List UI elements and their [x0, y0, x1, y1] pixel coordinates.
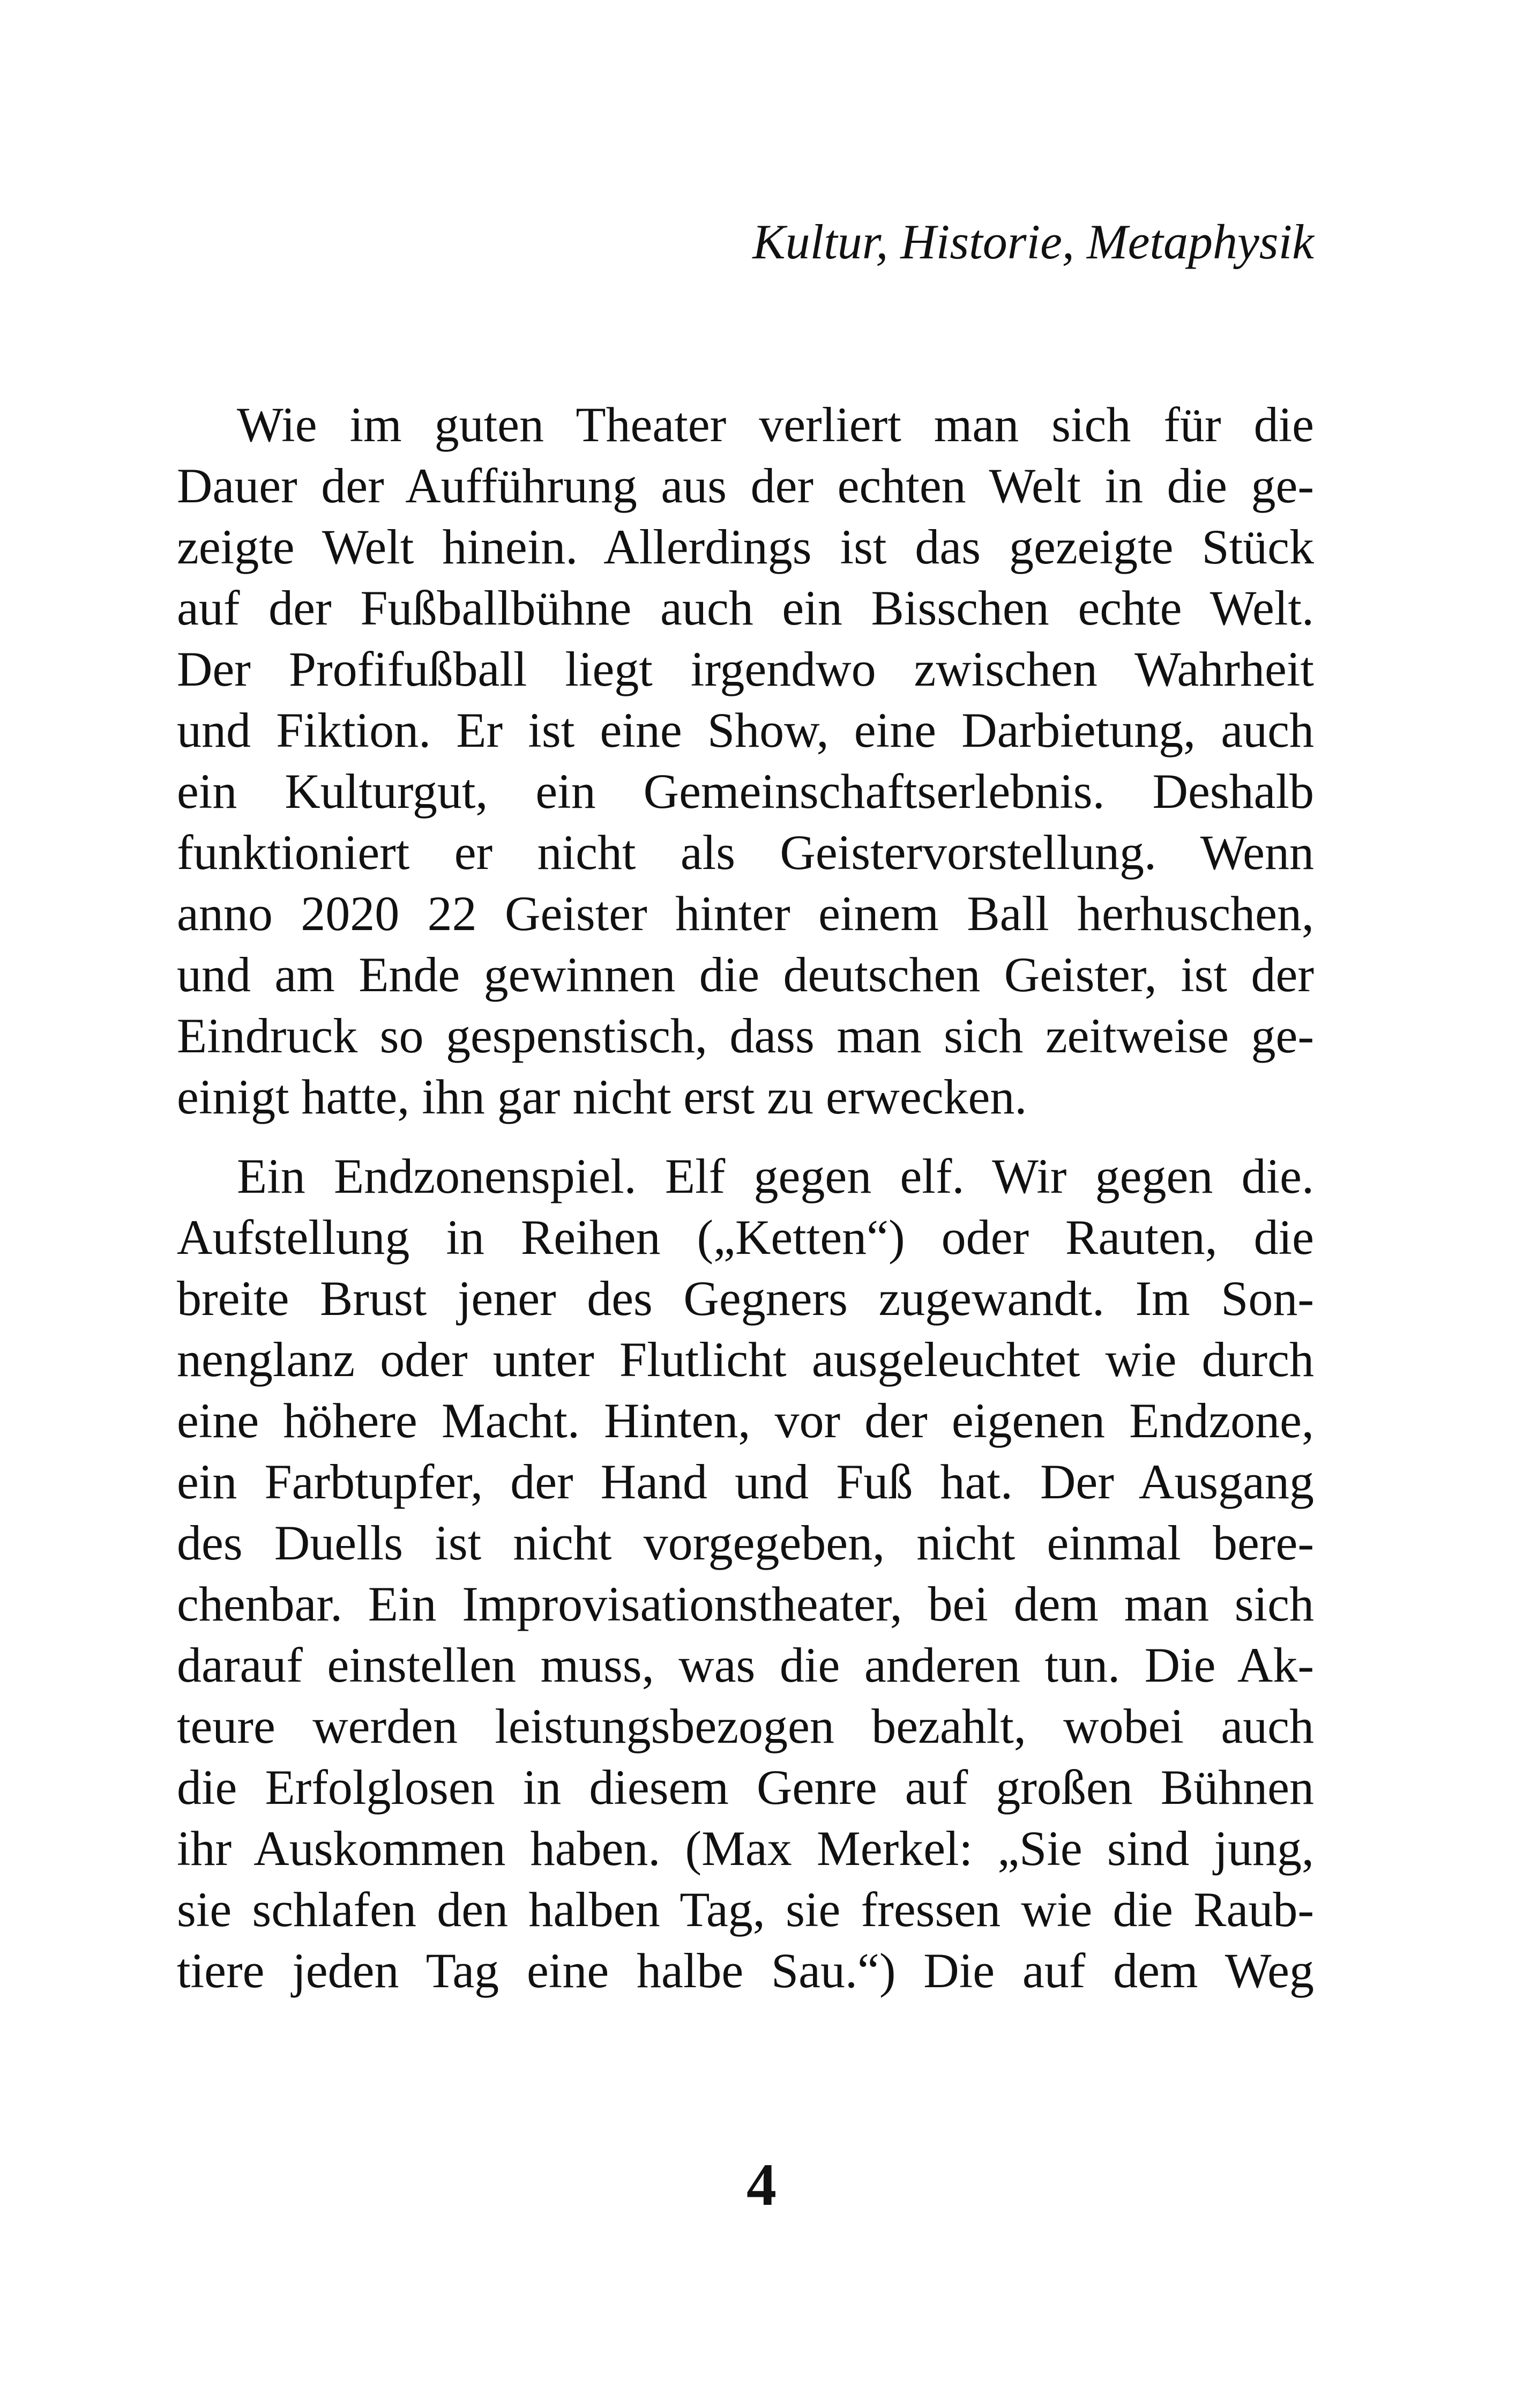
- text-line: einigt hatte, ihn gar nicht erst zu erwecken.: [177, 1069, 1027, 1124]
- text-line: die Erfolglosen in diesem Genre auf großen Bühnen: [177, 1760, 1314, 1815]
- text-line: ein Farbtupfer, der Hand und Fuß hat. Der Ausgang: [177, 1454, 1314, 1509]
- text-line: Ein Endzonenspiel. Elf gegen elf. Wir gegen die.: [237, 1149, 1314, 1203]
- text-line: sie schlafen den halben Tag, sie fressen wie die Raub-: [177, 1882, 1314, 1937]
- text-line: Dauer der Aufführung aus der echten Welt in die ge-: [177, 458, 1314, 513]
- text-line: chenbar. Ein Improvisationstheater, bei dem man sich: [177, 1577, 1314, 1631]
- paragraph-1: [177, 394, 1314, 1127]
- text-line: darauf einstellen muss, was die anderen tun. Die Ak-: [177, 1638, 1314, 1692]
- page-number: 4: [746, 2152, 777, 2218]
- text-line: teure werden leistungsbezogen bezahlt, wobei auch: [177, 1699, 1314, 1753]
- text-line: auf der Fußballbühne auch ein Bisschen echte Welt.: [177, 581, 1314, 635]
- text-line: zeigte Welt hinein. Allerdings ist das gezeigte Stück: [177, 519, 1314, 574]
- body-text: [177, 394, 1314, 2001]
- text-line: ihr Auskommen haben. (Max Merkel: „Sie sind jung,: [177, 1821, 1314, 1876]
- text-line: eine höhere Macht. Hinten, vor der eigenen Endzone,: [177, 1393, 1314, 1448]
- text-line: Eindruck so gespenstisch, dass man sich zeitweise ge-: [177, 1008, 1314, 1063]
- text-line: Der Profifußball liegt irgendwo zwischen Wahrheit: [177, 642, 1314, 696]
- text-line: des Duells ist nicht vorgegeben, nicht einmal bere-: [177, 1515, 1314, 1570]
- text-line: anno 2020 22 Geister hinter einem Ball herhuschen,: [177, 886, 1314, 941]
- text-line: und Fiktion. Er ist eine Show, eine Darbietung, auch: [177, 703, 1314, 757]
- text-line: ein Kulturgut, ein Gemeinschaftserlebnis. Deshalb: [177, 764, 1314, 819]
- paragraph-2: [177, 1146, 1314, 2001]
- text-line: Wie im guten Theater verliert man sich für die: [237, 397, 1314, 452]
- text-line: Aufstellung in Reihen („Ketten“) oder Rauten, die: [177, 1210, 1314, 1265]
- text-line: und am Ende gewinnen die deutschen Geister, ist der: [177, 947, 1314, 1002]
- text-line: tiere jeden Tag eine halbe Sau.“) Die auf dem Weg: [177, 1943, 1314, 1998]
- text-line: funktioniert er nicht als Geistervorstellung. Wenn: [177, 825, 1314, 880]
- text-line: nenglanz oder unter Flutlicht ausgeleuchtet wie durch: [177, 1332, 1314, 1387]
- running-header: Kultur, Historie, Metaphysik: [752, 214, 1314, 269]
- text-line: breite Brust jener des Gegners zugewandt. Im Son-: [177, 1271, 1314, 1326]
